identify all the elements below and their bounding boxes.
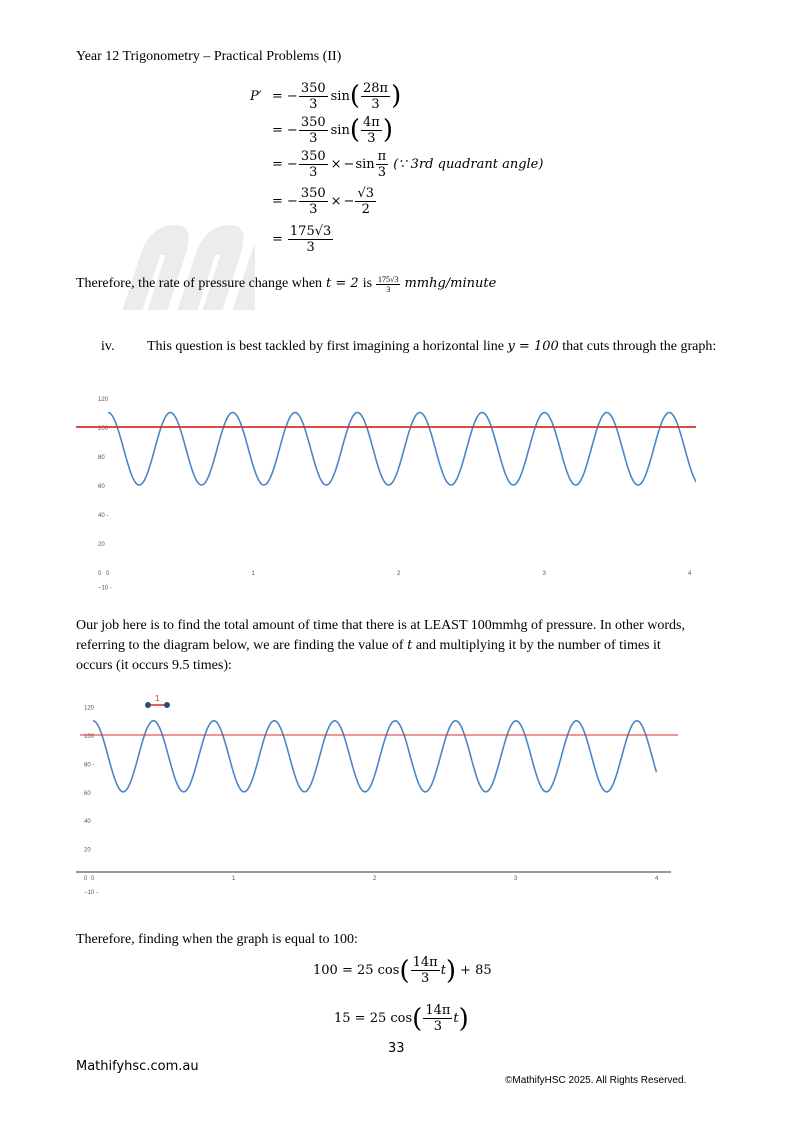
pressure-graph-2 [76,693,696,913]
x-tick-label: 0 [106,571,110,577]
period-marker-start [145,702,151,708]
paragraph-explanation: Our job here is to find the total amount of time that there is at LEAST 100mmhg of pressure. In other words, referring to the diagram below, we are finding the value of t and multiplying it by the number of times it occurs (it occurs 9.5 times): [76,618,686,673]
y-tick-label: −10 - [84,890,98,897]
pressure-curve [93,721,656,792]
x-tick-label: 2 [397,571,401,577]
footer-site[interactable]: Mathifyhsc.com.au [76,1059,199,1074]
y-tick-label: 80 [98,455,105,461]
y-tick-label: 60 [98,484,105,490]
x-tick-label: 3 [514,876,518,882]
equation-1: 100 = 25 cos ( $\frac{14\pi}{3}$ t ) + 85 [313,955,492,986]
working-line-4: = − $\frac{350}{3}$ × − $\frac{√3}{2}$ [272,185,375,217]
paragraph-equal: Therefore, finding when the graph is equal to 100: [76,932,358,947]
y-tick-label: 0 [98,571,102,577]
pressure-curve [108,413,696,486]
period-marker-label: 1 [155,694,160,703]
y-tick-label: 80 - [84,762,95,769]
y-tick-label: 40 [84,819,91,826]
y-tick-label: 0 [84,876,88,882]
y-tick-label: −10 - [98,585,112,592]
y-tick-label: 120 [84,705,95,712]
x-tick-label: 1 [251,571,255,577]
pressure-graph-1 [76,388,696,603]
page-header: Year 12 Trigonometry – Practical Problems (II) [76,49,342,64]
page-number: 33 [388,1041,405,1056]
working-line-5: = $\frac{175√3}{3}$ [272,223,332,255]
x-tick-label: 4 [655,876,659,882]
y-tick-label: 120 [98,397,109,403]
y-tick-label: 60 [84,790,91,797]
watermark-logo [95,210,255,320]
x-tick-label: 0 [91,876,95,882]
x-tick-label: 1 [232,876,236,882]
y-tick-label: 100 [98,426,109,432]
footer-copyright: ©MathifyHSC 2025. All Rights Reserved. [505,1075,687,1086]
x-tick-label: 3 [542,571,546,577]
y-tick-label: 20 [84,847,91,854]
equation-2: 15 = 25 cos ( $\frac{14\pi}{3}$ t ) [334,1003,469,1034]
y-tick-label: 40 - [98,513,109,519]
period-marker-end [164,702,170,708]
working-line-1: P′ = − $\frac{350}{3}$ sin ( $\frac{28\pi}{3}$ ) [250,80,402,112]
part-iv-label: iv. [101,339,115,354]
part-iv-text: This question is best tackled by first imagining a horizontal line y = 100 that cuts through the graph: [147,339,717,354]
working-line-3: = − $\frac{350}{3}$ × − sin $\frac{\pi}{3}$ (∵ 3rd quadrant angle) [272,148,544,180]
working-line-2: = − $\frac{350}{3}$ sin ( $\frac{4\pi}{3}$ ) [272,114,393,146]
y-tick-label: 20 [98,542,105,548]
conclusion-line: Therefore, the rate of pressure change when t = 2 is $\frac{175√3}{3}$ mmhg/minute [76,274,497,294]
y-tick-label: 100 [84,734,95,740]
x-tick-label: 2 [373,876,377,882]
x-tick-label: 4 [688,571,692,577]
